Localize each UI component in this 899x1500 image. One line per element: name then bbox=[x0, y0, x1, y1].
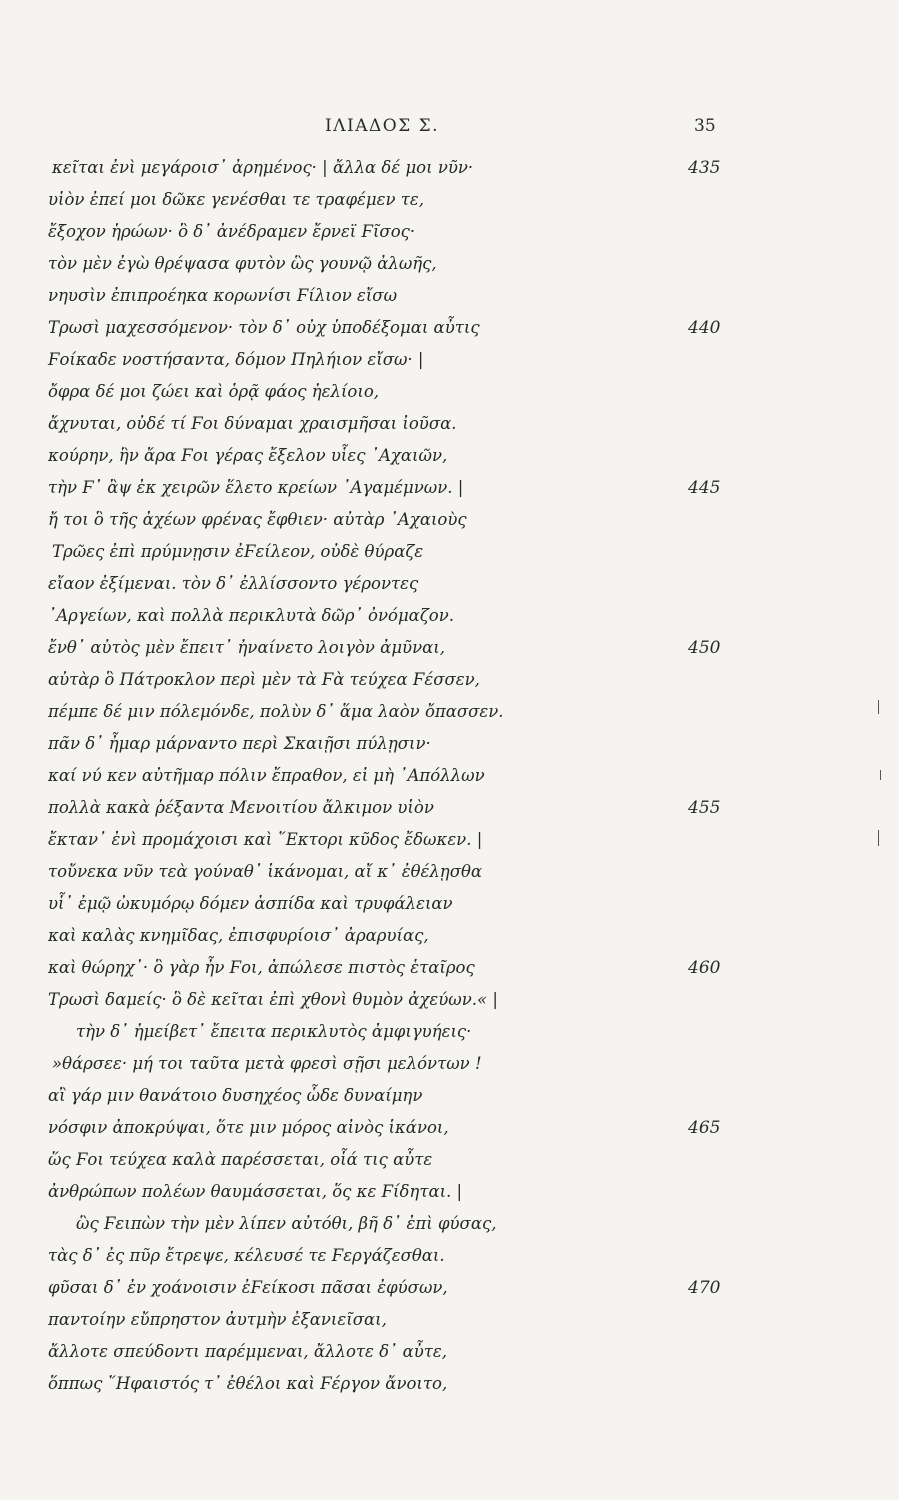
verse-line bbox=[48, 344, 728, 376]
verse-text: ὥς Ϝοι τεύχεα καλὰ παρέσσεται, οἷά τις αὖτε bbox=[48, 1150, 433, 1169]
verse-line bbox=[48, 728, 728, 760]
line-number: 445 bbox=[688, 478, 721, 498]
verse-line bbox=[48, 952, 728, 984]
verse-text: τὴν Ϝ᾽ ἂψ ἐκ χειρῶν ἕλετο κρείων ᾿Αγαμέμνων. | bbox=[48, 478, 464, 497]
verse-line bbox=[48, 1016, 728, 1048]
verse-text: ὣς Ϝειπὼν τὴν μὲν λίπεν αὐτόθι, βῆ δ᾽ ἐπὶ φύσας, bbox=[76, 1214, 497, 1233]
verse-line bbox=[48, 376, 728, 408]
line-number: 435 bbox=[688, 158, 721, 178]
verse-line bbox=[48, 440, 728, 472]
verse-line bbox=[48, 1368, 728, 1400]
verse-line bbox=[48, 152, 728, 184]
verse-text: Τρωσὶ δαμείς· ὃ δὲ κεῖται ἐπὶ χθονὶ θυμὸν ἀχεύων.« | bbox=[48, 990, 498, 1009]
verse-text: Τρωσὶ μαχεσσόμενον· τὸν δ᾽ οὐχ ὑποδέξομαι αὖτις bbox=[48, 318, 480, 337]
verse-line bbox=[48, 760, 728, 792]
verse-line bbox=[48, 1112, 728, 1144]
verse-text: Ϝοίκαδε νοστήσαντα, δόμον Πηλήιον εἴσω· | bbox=[48, 350, 424, 369]
line-number: 450 bbox=[688, 638, 721, 658]
verse-line bbox=[48, 696, 728, 728]
verse-text: τὸν μὲν ἐγὼ θρέψασα φυτὸν ὣς γουνῷ ἀλωῆς, bbox=[48, 254, 437, 273]
verse-text: τὴν δ᾽ ἠμείβετ᾽ ἔπειτα περικλυτὸς ἀμφιγυήεις· bbox=[76, 1022, 472, 1041]
verse-line bbox=[48, 216, 728, 248]
verse-text: καὶ καλὰς κνημῖδας, ἐπισφυρίοισ᾽ ἀραρυίας, bbox=[48, 926, 429, 945]
margin-marks bbox=[876, 700, 886, 860]
verse-text: υἷ᾽ ἐμῷ ὠκυμόρῳ δόμεν ἀσπίδα καὶ τρυφάλειαν bbox=[48, 894, 453, 913]
verse-line bbox=[48, 888, 728, 920]
verse-line bbox=[48, 792, 728, 824]
verse-line bbox=[48, 632, 728, 664]
verse-text: ἤ τοι ὃ τῆς ἀχέων φρένας ἔφθιεν· αὐτὰρ ᾿Αχαιοὺς bbox=[48, 510, 467, 529]
verse-line bbox=[48, 1304, 728, 1336]
verse-text: φῦσαι δ᾽ ἐν χοάνοισιν ἐϜείκοσι πᾶσαι ἐφύσων, bbox=[48, 1278, 448, 1297]
verse-line bbox=[48, 504, 728, 536]
verse-text: πολλὰ κακὰ ῥέξαντα Μενοιτίου ἄλκιμον υἱὸν bbox=[48, 798, 434, 817]
page-header bbox=[0, 112, 899, 142]
verse-block bbox=[48, 152, 728, 1400]
verse-text: ἔνθ᾽ αὐτὸς μὲν ἔπειτ᾽ ἠναίνετο λοιγὸν ἀμῦναι, bbox=[48, 638, 445, 657]
verse-line bbox=[48, 1272, 728, 1304]
verse-line bbox=[48, 1048, 728, 1080]
verse-line bbox=[48, 1208, 728, 1240]
verse-line bbox=[48, 472, 728, 504]
verse-line bbox=[48, 984, 728, 1016]
verse-line bbox=[48, 824, 728, 856]
verse-line bbox=[48, 1176, 728, 1208]
verse-line bbox=[48, 1336, 728, 1368]
verse-text: ἔκταν᾽ ἐνὶ προμάχοισι καὶ ῞Εκτορι κῦδος ἔδωκεν. | bbox=[48, 830, 483, 849]
margin-tick bbox=[878, 830, 879, 846]
verse-text: πᾶν δ᾽ ἦμαρ μάρναντο περὶ Σκαιῇσι πύλῃσιν· bbox=[48, 734, 431, 753]
verse-line bbox=[48, 1144, 728, 1176]
line-number: 440 bbox=[688, 318, 721, 338]
margin-tick bbox=[878, 700, 879, 714]
line-number: 460 bbox=[688, 958, 721, 978]
verse-text: εἴαον ἐξίμεναι. τὸν δ᾽ ἐλλίσσοντο γέροντες bbox=[48, 574, 419, 593]
verse-text: αἲ γάρ μιν θανάτοιο δυσηχέος ὧδε δυναίμην bbox=[48, 1086, 423, 1105]
verse-line bbox=[48, 536, 728, 568]
verse-text: τοὔνεκα νῦν τεὰ γούναθ᾽ ἱκάνομαι, αἴ κ᾽ ἐθέλῃσθα bbox=[48, 862, 483, 881]
verse-line bbox=[48, 280, 728, 312]
verse-line bbox=[48, 920, 728, 952]
verse-text: παντοίην εὔπρηστον ἀυτμὴν ἐξανιεῖσαι, bbox=[48, 1310, 387, 1329]
verse-line bbox=[48, 1080, 728, 1112]
verse-text: ὅππως ῞Ηφαιστός τ᾽ ἐθέλοι καὶ Ϝέργον ἄνοιτο, bbox=[48, 1374, 448, 1393]
verse-text: νόσφιν ἀποκρύψαι, ὅτε μιν μόρος αἰνὸς ἱκάνοι, bbox=[48, 1118, 449, 1137]
line-number: 455 bbox=[688, 798, 721, 818]
verse-text: ᾿Αργείων, καὶ πολλὰ περικλυτὰ δῶρ᾽ ὀνόμαζον. bbox=[48, 606, 454, 625]
verse-text: ἄλλοτε σπεύδοντι παρέμμεναι, ἄλλοτε δ᾽ αὖτε, bbox=[48, 1342, 447, 1361]
verse-text: ἔξοχον ἡρώων· ὃ δ᾽ ἀνέδραμεν ἔρνεϊ Ϝῖσος· bbox=[48, 222, 416, 241]
verse-line bbox=[48, 184, 728, 216]
verse-line bbox=[48, 664, 728, 696]
verse-line bbox=[48, 248, 728, 280]
verse-text: κούρην, ἣν ἄρα Ϝοι γέρας ἔξελον υἷες ᾿Αχαιῶν, bbox=[48, 446, 448, 465]
margin-tick bbox=[880, 770, 881, 780]
verse-text: νηυσὶν ἐπιπροέηκα κορωνίσι Ϝίλιον εἴσω bbox=[48, 286, 398, 305]
verse-line bbox=[48, 1240, 728, 1272]
verse-text: »θάρσεε· μή τοι ταῦτα μετὰ φρεσὶ σῇσι μελόντων ! bbox=[52, 1054, 482, 1073]
verse-line bbox=[48, 600, 728, 632]
running-title: ΙΛΙΑΔΟΣ Σ. bbox=[325, 116, 440, 136]
verse-line bbox=[48, 312, 728, 344]
verse-line bbox=[48, 568, 728, 600]
verse-text: υἱὸν ἐπεί μοι δῶκε γενέσθαι τε τραφέμεν τε, bbox=[48, 190, 424, 209]
line-number: 470 bbox=[688, 1278, 721, 1298]
verse-text: τὰς δ᾽ ἐς πῦρ ἔτρεψε, κέλευσέ τε Ϝεργάζεσθαι. bbox=[48, 1246, 445, 1265]
verse-line bbox=[48, 408, 728, 440]
verse-text: πέμπε δέ μιν πόλεμόνδε, πολὺν δ᾽ ἅμα λαὸν ὄπασσεν. bbox=[48, 702, 504, 721]
verse-text: ἄχνυται, οὐδέ τί Ϝοι δύναμαι χραισμῆσαι ἰοῦσα. bbox=[48, 414, 457, 433]
verse-text: ὄφρα δέ μοι ζώει καὶ ὁρᾷ φάος ἠελίοιο, bbox=[48, 382, 380, 401]
verse-line bbox=[48, 856, 728, 888]
line-number: 465 bbox=[688, 1118, 721, 1138]
verse-text: κεῖται ἐνὶ μεγάροισ᾽ ἀρημένος· | ἄλλα δέ μοι νῦν· bbox=[52, 158, 474, 177]
verse-text: αὐτὰρ ὃ Πάτροκλον περὶ μὲν τὰ Ϝὰ τεύχεα Ϝέσσεν, bbox=[48, 670, 480, 689]
verse-text: καὶ θώρηχ᾽· ὃ γὰρ ἦν Ϝοι, ἀπώλεσε πιστὸς ἑταῖρος bbox=[48, 958, 475, 977]
verse-text: καί νύ κεν αὐτῆμαρ πόλιν ἔπραθον, εἰ μὴ ᾿Απόλλων bbox=[48, 766, 485, 785]
verse-text: Τρῶες ἐπὶ πρύμνῃσιν ἐϜείλεον, οὐδὲ θύραζε bbox=[52, 542, 424, 561]
page-number: 35 bbox=[694, 116, 716, 136]
verse-text: ἀνθρώπων πολέων θαυμάσσεται, ὅς κε Ϝίδηται. | bbox=[48, 1182, 463, 1201]
